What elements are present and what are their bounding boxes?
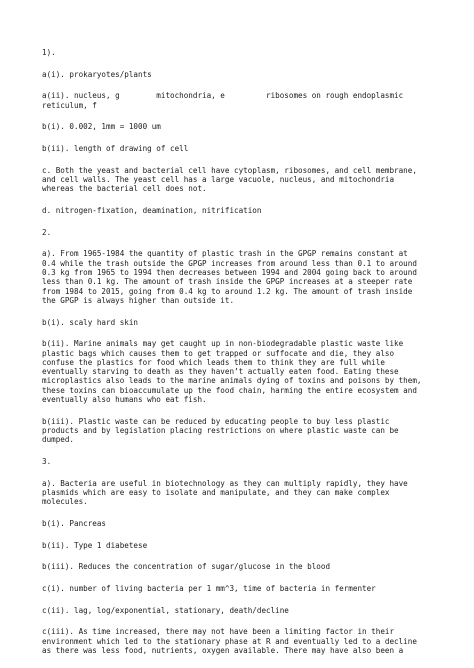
- q3-a-answer: a). Bacteria are useful in biotechnology as they can multiply rapidly, they have plasmids which are easy to isolate and manipulate, and they can make complex molecules.: [42, 478, 408, 507]
- q1-bi-answer: b(i). 0.002, 1mm = 1000 um: [42, 122, 161, 132]
- q2-heading: 2.: [42, 227, 52, 237]
- q1-aii-answer: a(ii). nucleus, g mitochondria, e ribosomes on rough endoplasmic reticulum, f: [42, 91, 404, 110]
- q2-biii-answer: b(iii). Plastic waste can be reduced by educating people to buy less plastic products and by legislation placing restrictions on where plastic waste can be dumped.: [42, 416, 399, 445]
- q3-ciii-answer: c(iii). As time increased, there may not have been a limiting factor in their environment which led to the stationary phase at R and eventually led to a decline as there was less food, nutrients, oxygen available. There may have also been a: [42, 627, 417, 655]
- q3-bi-answer: b(i). Pancreas: [42, 518, 107, 528]
- q1-ai-answer: a(i). prokaryotes/plants: [42, 69, 152, 79]
- q1-c-answer: c. Both the yeast and bacterial cell have cytoplasm, ribosomes, and cell membrane, and cell walls. The yeast cell has a large vacuole, nucleus, and mitochondria whereas the bacterial cell does not.: [42, 165, 417, 194]
- q2-a-answer: a). From 1965-1984 the quantity of plastic trash in the GPGP remains constant at 0.4 while the trash outside the GPGP increases from around less than 0.1 to around 0.3 kg from 1965 to 1994 then decreases between 1994 and 2004 going back to around less than 0.1 kg. The amount of trash inside the GPGP increases at a steeper rate from 1984 to 2015, going from 0.4 kg to around 1.2 kg. The amount of trash inside the GPGP is always higher than outside it.: [42, 249, 417, 305]
- q1-d-answer: d. nitrogen-fixation, deamination, nitrification: [42, 206, 262, 216]
- q1-heading: 1).: [42, 48, 56, 57]
- q2-bii-answer: b(ii). Marine animals may get caught up in non-biodegradable plastic waste like plastic bags which causes them to get trapped or suffocate and die, they also confuse the plastics for food which leads them to think they are full while eventually starving to death as they haven’t actually eaten food. Eating these microplastics also leads to the marine animals dying of toxins and poisons by them, these toxins can bioaccumulate up the food chain, harming the entire ecosystem and eventually also humans who eat fish.: [42, 339, 422, 405]
- q3-cii-answer: c(ii). lag, log/exponential, stationary, death/decline: [42, 605, 289, 615]
- q1-bii-answer: b(ii). length of drawing of cell: [42, 144, 189, 154]
- q3-ci-answer: c(i). number of living bacteria per 1 mm^3, time of bacteria in fermenter: [42, 584, 376, 594]
- document-page: [42, 48, 442, 668]
- q3-biii-answer: b(iii). Reduces the concentration of sugar/glucose in the blood: [42, 562, 331, 572]
- q3-bii-answer: b(ii). Type 1 diabetese: [42, 540, 148, 550]
- q3-heading: 3.: [42, 457, 52, 466]
- q2-bi-answer: b(i). scaly hard skin: [42, 317, 139, 327]
